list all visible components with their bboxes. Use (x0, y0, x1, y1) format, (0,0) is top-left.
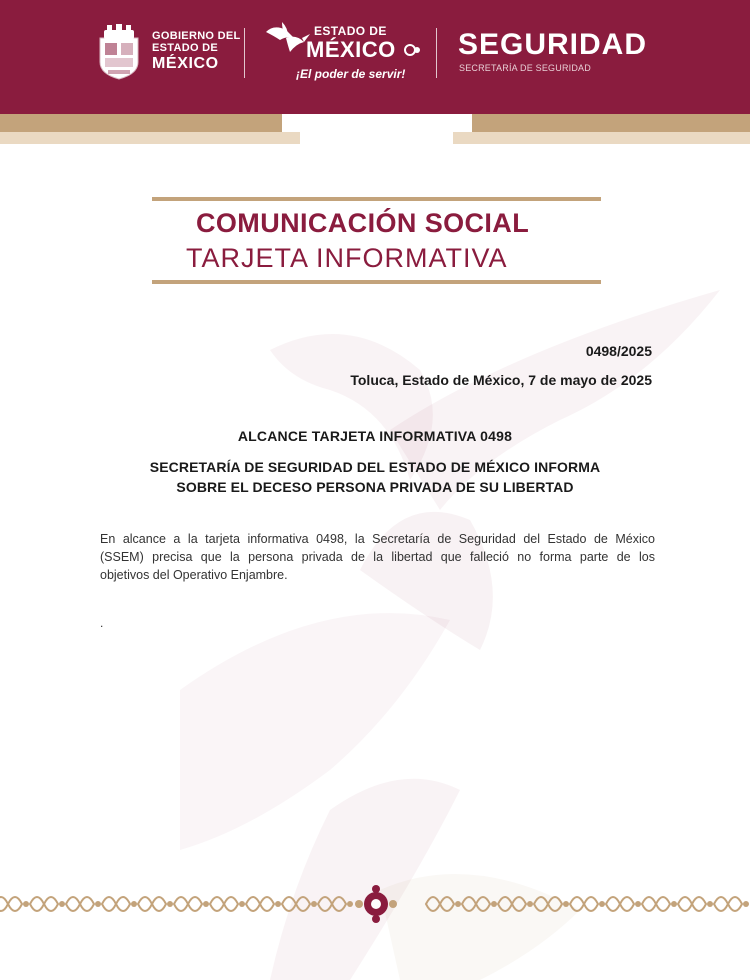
gobierno-line1: GOBIERNO DEL (152, 30, 241, 42)
header-divider-1 (244, 28, 245, 78)
state-seal-icon (94, 24, 144, 80)
gobierno-logo-text (152, 30, 241, 73)
flower-border-ornament (0, 884, 750, 924)
subheading-line: SOBRE EL DECESO PERSONA PRIVADA DE SU LIBERTAD (176, 479, 574, 495)
header-stripe-right (472, 114, 750, 132)
stray-mark: . (100, 616, 104, 630)
document-number: 0498/2025 (585, 343, 652, 359)
gobierno-line2: ESTADO DE (152, 42, 219, 55)
gobierno-line3: MÉXICO (152, 54, 219, 72)
header-stripe-right-light (453, 132, 750, 144)
seguridad-title: SEGURIDAD (458, 28, 648, 61)
estado-line2: MÉXICO (306, 37, 396, 62)
document-body (100, 530, 655, 584)
body-line: objetivos del Operativo Enjambre. (100, 568, 288, 582)
title-rule-bottom (152, 280, 601, 284)
title-rule-top (152, 197, 601, 201)
hummingbird-icon (264, 22, 310, 56)
document-subtitle: TARJETA INFORMATIVA (186, 243, 508, 273)
document-heading: ALCANCE TARJETA INFORMATIVA 0498 (237, 428, 513, 444)
document-title: COMUNICACIÓN SOCIAL (196, 208, 530, 238)
estado-line1: ESTADO DE (314, 24, 387, 38)
header-divider-2 (436, 28, 437, 78)
estado-slogan: ¡El poder de servir! (296, 67, 406, 81)
subheading-line: SECRETARÍA DE SEGURIDAD DEL ESTADO DE MÉXICO INFORMA (149, 459, 601, 475)
header-stripe-left (0, 114, 282, 132)
document-subheading (100, 457, 650, 497)
seguridad-subtitle: SECRETARÍA DE SEGURIDAD (459, 63, 591, 73)
header-stripe-left-light (0, 132, 300, 144)
document-place-date: Toluca, Estado de México, 7 de mayo de 2025 (350, 372, 652, 388)
body-line: (SSEM) precisa que la persona privada de la libertad que falleció no forma parte de los (100, 550, 655, 564)
hummingbird-watermark (180, 290, 750, 980)
body-line: En alcance a la tarjeta informativa 0498, la Secretaría de Seguridad del Estado de México (100, 532, 655, 546)
flower-icon (404, 42, 422, 58)
